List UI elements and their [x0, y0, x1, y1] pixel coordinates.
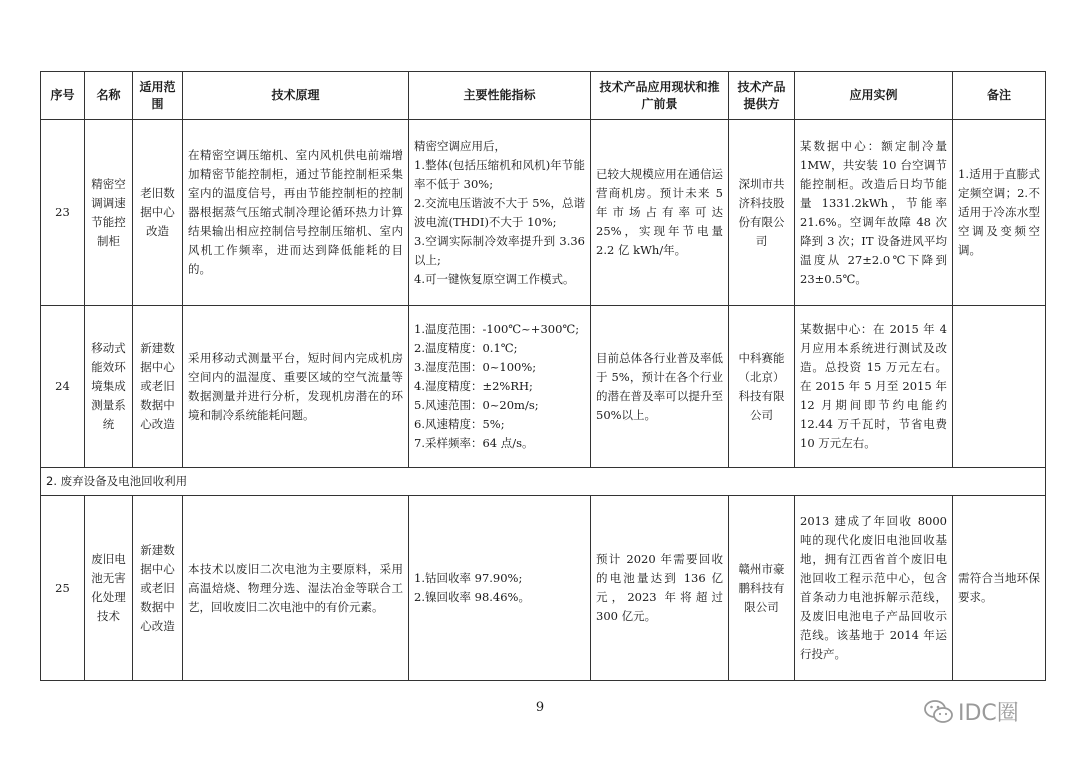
table-row: [41, 120, 1046, 306]
row-metrics: [409, 306, 591, 468]
metric-line: 精密空调应用后，: [414, 138, 506, 153]
metric-line: 5.风速范围：0~20m/s;: [414, 398, 539, 412]
header-example: 应用实例: [795, 72, 953, 120]
row-principle: 采用移动式测量平台，短时间内完成机房空间内的温湿度、重要区域的空气流量等数据测量并进行分析，发现机房潜在的环境和制冷系统能耗问题。: [183, 306, 409, 468]
row-status: 预计 2020 年需要回收的电池量达到 136 亿元，2023 年将超过 300 亿元。: [591, 496, 729, 681]
row-remark: 需符合当地环保要求。: [953, 496, 1046, 681]
header-remark: 备注: [953, 72, 1046, 120]
row-name: 移动式能效环境集成测量系统: [85, 306, 133, 468]
tech-table: [40, 71, 1046, 681]
page-number: 9: [535, 700, 545, 715]
row-scope: 新建数据中心或老旧数据中心改造: [133, 306, 183, 468]
watermark: [924, 696, 1019, 727]
row-provider: 中科赛能（北京）科技有限公司: [729, 306, 795, 468]
metric-line: 1.钴回收率 97.90%;: [414, 571, 523, 585]
section-heading: 2. 废弃设备及电池回收利用: [41, 468, 1046, 496]
metric-line: 7.采样频率：64 点/s。: [414, 436, 534, 450]
row-metrics: [409, 496, 591, 681]
row-example: 某数据中心：在 2015 年 4 月应用本系统进行测试及改造。总投资 15 万元左右。在 2015 年 5 月至 2015 年 12 月期间即节约电能约 12.44 万千瓦时，节省电费 10 万元左右。: [795, 306, 953, 468]
header-status: 技术产品应用现状和推广前景: [591, 72, 729, 120]
metric-line: 2.镍回收率 98.46%。: [414, 590, 530, 604]
wechat-icon: [924, 699, 954, 725]
metric-line: 4.湿度精度：±2%RH;: [414, 379, 533, 393]
metric-line: 1.温度范围：-100℃~+300℃;: [414, 322, 580, 336]
header-row: [41, 72, 1046, 120]
row-status: 已较大规模应用在通信运营商机房。预计未来 5 年市场占有率可达 25%，实现年节电量 2.2 亿 kWh/年。: [591, 120, 729, 306]
metric-line: 3.空调实际制冷效率提升到 3.36 以上;: [414, 233, 585, 267]
header-provider: 技术产品提供方: [729, 72, 795, 120]
row-remark: 1.适用于直膨式定频空调；2.不适用于冷冻水型空调及变频空调。: [953, 120, 1046, 306]
watermark-text: IDC圈: [958, 701, 1019, 726]
header-principle: 技术原理: [183, 72, 409, 120]
row-example: 某数据中心：额定制冷量 1MW，共安装 10 台空调节能控制柜。改造后日均节能量 1331.2kWh，节能率 21.6%。空调年故障 48 次降到 3 次；IT 设备进风平均温度从 27±2.0℃下降到 23±0.5℃。: [795, 120, 953, 306]
row-no: 25: [41, 496, 85, 681]
row-example: 2013 建成了年回收 8000 吨的现代化废旧电池回收基地，拥有江西省首个废旧电池回收工程示范中心，包含首条动力电池拆解示范线，及废旧电池电子产品回收示范线。该基地于 2014 年运行投产。: [795, 496, 953, 681]
metric-line: 2.交流电压谐波不大于 5%，总谐波电流(THDI)不大于 10%;: [414, 195, 585, 229]
row-scope: 老旧数据中心改造: [133, 120, 183, 306]
metric-line: 1.整体(包括压缩机和风机)年节能率不低于 30%;: [414, 157, 585, 191]
table-row: [41, 306, 1046, 468]
section-row: [41, 468, 1046, 496]
row-provider: 赣州市豪鹏科技有限公司: [729, 496, 795, 681]
row-name: 废旧电池无害化处理技术: [85, 496, 133, 681]
row-no: 24: [41, 306, 85, 468]
row-name: 精密空调调速节能控制柜: [85, 120, 133, 306]
header-name: 名称: [85, 72, 133, 120]
header-no: 序号: [41, 72, 85, 120]
metric-line: 6.风速精度：5%;: [414, 417, 505, 431]
row-scope: 新建数据中心或老旧数据中心改造: [133, 496, 183, 681]
row-principle: 本技术以废旧二次电池为主要原料，采用高温焙烧、物理分选、湿法冶金等联合工艺，回收废旧二次电池中的有价元素。: [183, 496, 409, 681]
metric-line: 2.温度精度：0.1℃;: [414, 341, 518, 355]
metric-line: 4.可一键恢复原空调工作模式。: [414, 271, 575, 286]
row-no: 23: [41, 120, 85, 306]
table-row: [41, 496, 1046, 681]
row-metrics: [409, 120, 591, 306]
row-principle: 在精密空调压缩机、室内风机供电前端增加精密节能控制柜，通过节能控制柜采集室内的温度信号，再由节能控制柜的控制器根据蒸气压缩式制冷理论循环热力计算结果输出相应控制信号控制压缩机、室内风机工作频率，进而达到降低能耗的目的。: [183, 120, 409, 306]
metric-line: 3.湿度范围：0~100%;: [414, 360, 537, 374]
header-scope: 适用范围: [133, 72, 183, 120]
row-provider: 深圳市共济科技股份有限公司: [729, 120, 795, 306]
header-metrics: 主要性能指标: [409, 72, 591, 120]
row-status: 目前总体各行业普及率低于 5%，预计在各个行业的潜在普及率可以提升至 50%以上。: [591, 306, 729, 468]
row-remark: [953, 306, 1046, 468]
